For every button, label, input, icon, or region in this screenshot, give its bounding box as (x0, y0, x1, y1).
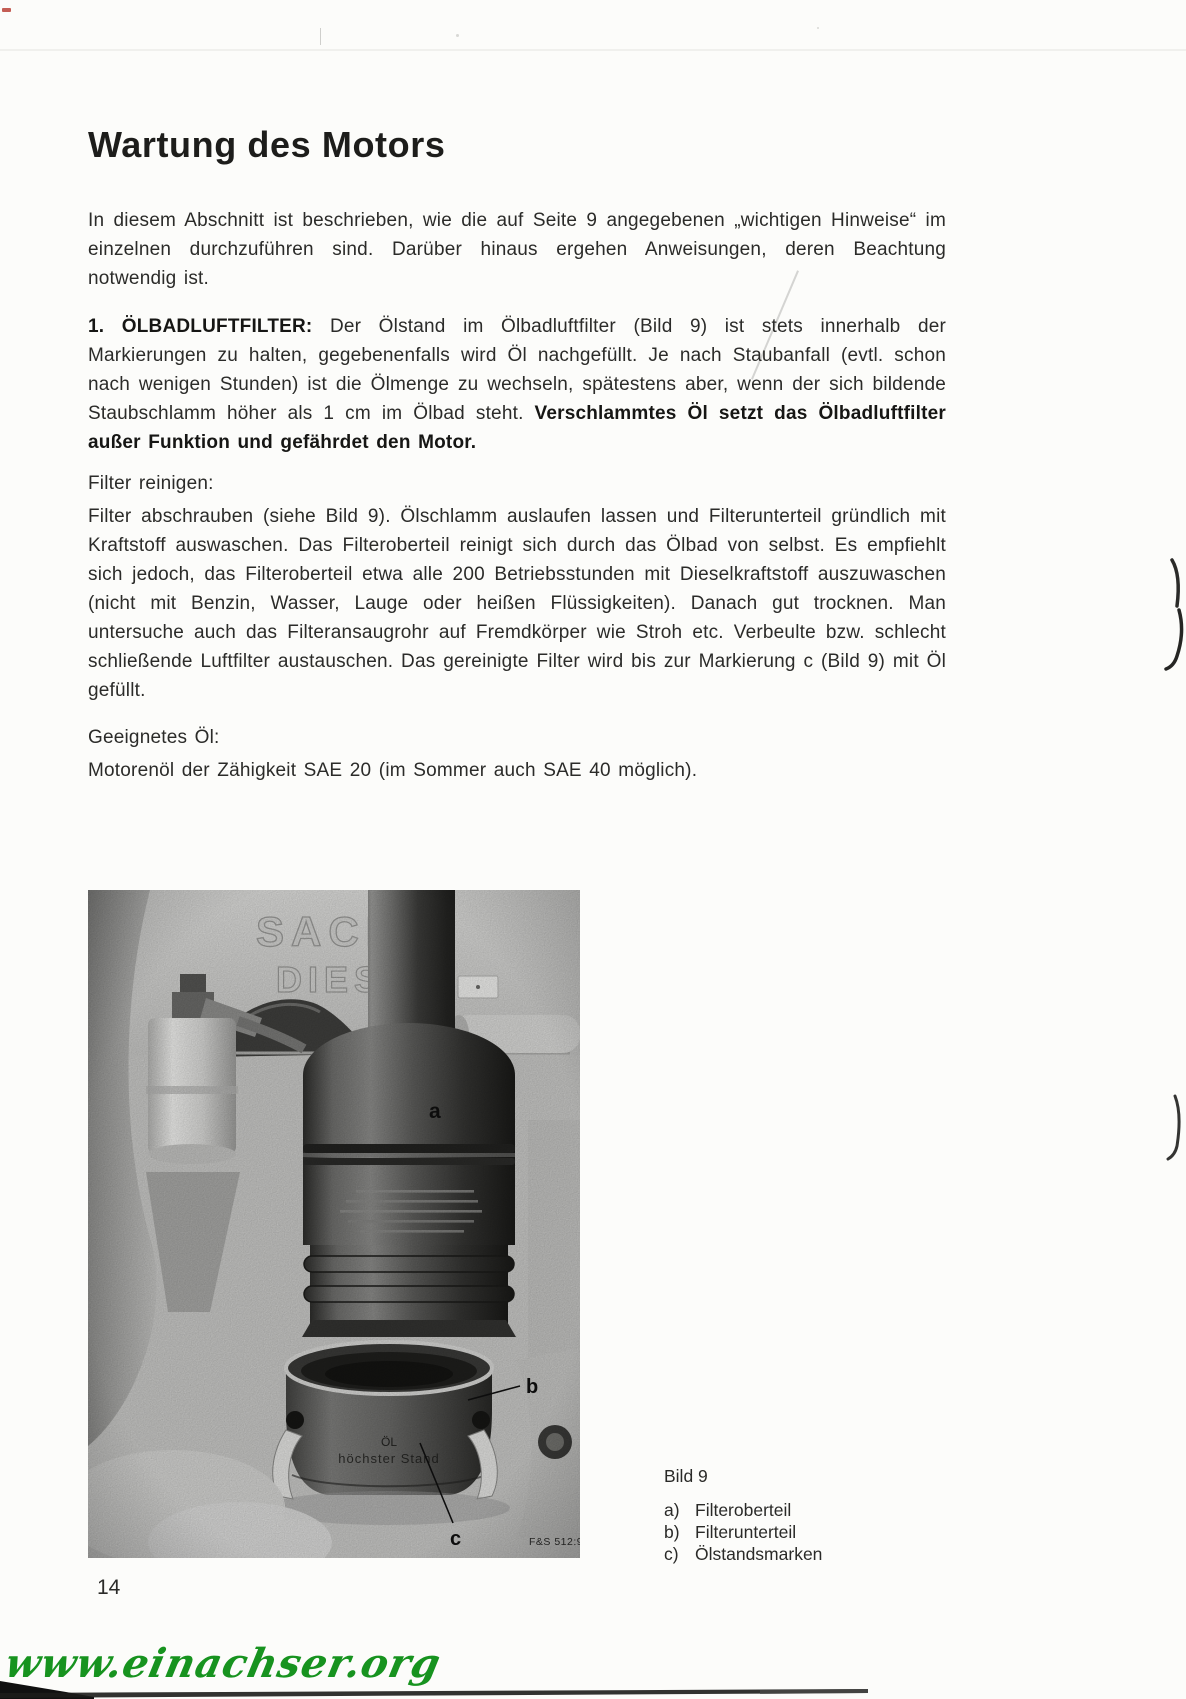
caption-item (664, 1500, 822, 1520)
watermark-text: www.einachser.org (1, 1640, 446, 1687)
intro-text: In diesem Abschnitt ist beschrieben, wie die auf Seite 9 angegebenen „wichtigen Hinweise“ im einzelnen durchzuführen sind. Darüber hinaus ergehen Anweisungen, deren Beachtung notwendig ist. (88, 210, 946, 289)
speck-artifact (320, 28, 321, 45)
bottom-scan-shadow (0, 1668, 900, 1699)
engine-photo (88, 890, 580, 1558)
cleaning-paragraph (88, 502, 946, 705)
caption-item (664, 1522, 822, 1542)
figure-caption (664, 1466, 822, 1566)
scan-line-artifact (0, 49, 1186, 51)
caption-key: a) (664, 1500, 680, 1520)
speck-artifact (456, 34, 459, 37)
section-lead: 1. ÖLBADLUFTFILTER: (88, 316, 313, 337)
cleaning-text: Filter abschrauben (siehe Bild 9). Ölschlamm auslaufen lassen und Filterunterteil gründlich mit Kraftstoff auswaschen. Das Filteroberteil reinigt sich durch das Ölbad von selbst. Es empfiehlt sich jedoch, das Filteroberteil etwa alle 200 Betriebsstunden mit Dieselkraftstoff auszuwaschen (nicht mit Benzin, Wasser, Lauge oder heißen Flüssigkeiten). Danach gut trocknen. Man untersuche auch das Filteransaugrohr auf Fremdkörper wie Stroh etc. Verbeulte bzw. schlecht schließende Luftfilter austauschen. Das gereinigte Filter wird bis zur Markierung c (Bild 9) mit Öl gefüllt. (88, 506, 946, 701)
cleaning-heading: Filter reinigen: (88, 473, 214, 494)
photo-grain (88, 890, 580, 1558)
page-title: Wartung des Motors (88, 124, 446, 165)
oil-filter-paragraph (88, 312, 946, 457)
oil-heading: Geeignetes Öl: (88, 727, 220, 748)
oil-paragraph: Motorenöl der Zähigkeit SAE 20 (im Sommer auch SAE 40 möglich). (88, 760, 698, 781)
caption-label: Ölstandsmarken (695, 1544, 823, 1564)
caption-label: Filteroberteil (695, 1500, 792, 1520)
red-speck-artifact (2, 8, 11, 12)
caption-item (664, 1544, 822, 1564)
caption-label: Filterunterteil (695, 1522, 797, 1542)
caption-title: Bild 9 (664, 1466, 708, 1486)
caption-key: b) (664, 1522, 680, 1542)
speck-artifact (817, 27, 819, 29)
section-body: Der Ölstand im Ölbadluftfilter (Bild 9) ist stets innerhalb der Markierungen zu halten, gegebenenfalls wird Öl nachgefüllt. Je nach Staubanfall (evtl. schon nach wenigen Stunden) ist die Ölmenge zu wechseln, spätestens aber, wenn der sich bildende Staubschlamm höher als 1 cm im Ölbad steht. (88, 316, 947, 424)
section-warning: Verschlammtes Öl setzt das Ölbadluftfilter außer Funktion und gefährdet den Motor. (88, 403, 946, 453)
caption-key: c) (664, 1544, 679, 1564)
page-number: 14 (97, 1576, 121, 1599)
intro-paragraph (88, 206, 946, 293)
page-curl-artifacts (1158, 550, 1186, 1170)
